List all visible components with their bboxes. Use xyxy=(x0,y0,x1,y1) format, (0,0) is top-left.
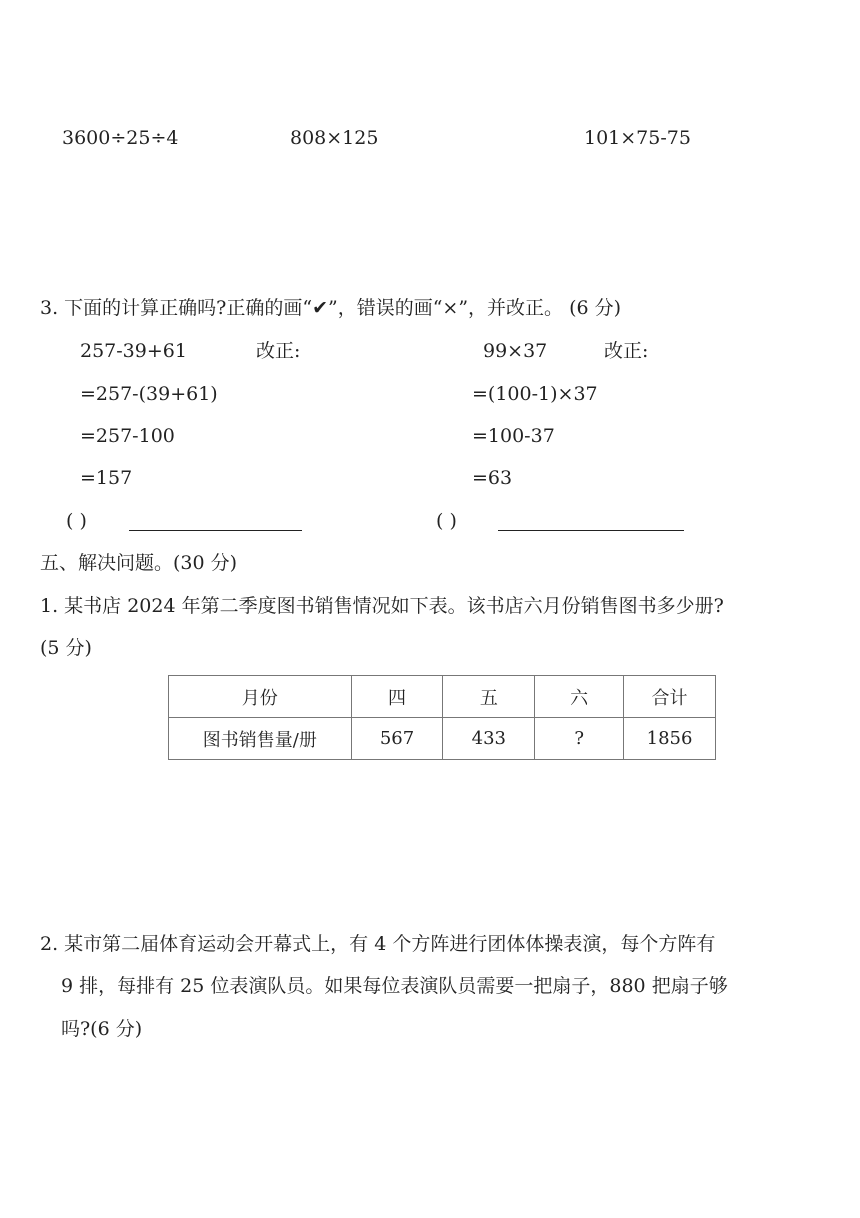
q3-left-correction-label: 改正: xyxy=(256,340,301,362)
q3-right-judge-bracket[interactable]: ( ) xyxy=(436,510,457,532)
sales-table-cell: 图书销售量/册 xyxy=(169,718,352,760)
q3-right-line3: =100-37 xyxy=(472,425,555,447)
sales-table-cell: ? xyxy=(535,718,624,760)
q3-right-line4: =63 xyxy=(472,467,513,489)
sales-table xyxy=(168,675,716,760)
p1-text-line1: 1. 某书店 2024 年第二季度图书销售情况如下表。该书店六月份销售图书多少册? xyxy=(40,595,724,617)
q3-left-correction-blank[interactable] xyxy=(129,530,302,531)
sales-table-header-cell: 月份 xyxy=(169,676,352,718)
q3-right-line2: =(100-1)×37 xyxy=(472,383,598,405)
sales-table-cell: 1856 xyxy=(624,718,716,760)
sales-table-header-row xyxy=(169,676,716,718)
sales-table-row xyxy=(169,718,716,760)
p2-text-line2: 9 排，每排有 25 位表演队员。如果每位表演队员需要一把扇子，880 把扇子够 xyxy=(61,975,728,997)
q3-right-correction-blank[interactable] xyxy=(498,530,684,531)
q3-right-correction-label: 改正: xyxy=(604,340,649,362)
section5-heading: 五、解决问题。(30 分) xyxy=(40,552,238,574)
q3-right-line1: 99×37 xyxy=(483,340,548,362)
p1-text-line2: (5 分) xyxy=(40,637,92,659)
q3-left-judge-bracket[interactable]: ( ) xyxy=(66,510,87,532)
p2-text-line1: 2. 某市第二届体育运动会开幕式上，有 4 个方阵进行团体体操表演，每个方阵有 xyxy=(40,933,716,955)
q3-heading: 3. 下面的计算正确吗?正确的画“✔”，错误的画“×”，并改正。 (6 分) xyxy=(40,297,622,319)
sales-table-header-cell: 合计 xyxy=(624,676,716,718)
sales-table-header-cell: 五 xyxy=(443,676,535,718)
calc-expression-2: 808×125 xyxy=(290,127,379,149)
sales-table-header-cell: 四 xyxy=(351,676,443,718)
p2-text-line3: 吗?(6 分) xyxy=(61,1018,143,1040)
q3-left-line1: 257-39+61 xyxy=(80,340,187,362)
calc-expression-3: 101×75-75 xyxy=(584,127,691,149)
sales-table-cell: 433 xyxy=(443,718,535,760)
sales-table-cell: 567 xyxy=(351,718,443,760)
calc-expression-1: 3600÷25÷4 xyxy=(62,127,179,149)
q3-left-line4: =157 xyxy=(80,467,133,489)
q3-left-line3: =257-100 xyxy=(80,425,175,447)
q3-left-line2: =257-(39+61) xyxy=(80,383,218,405)
sales-table-header-cell: 六 xyxy=(535,676,624,718)
